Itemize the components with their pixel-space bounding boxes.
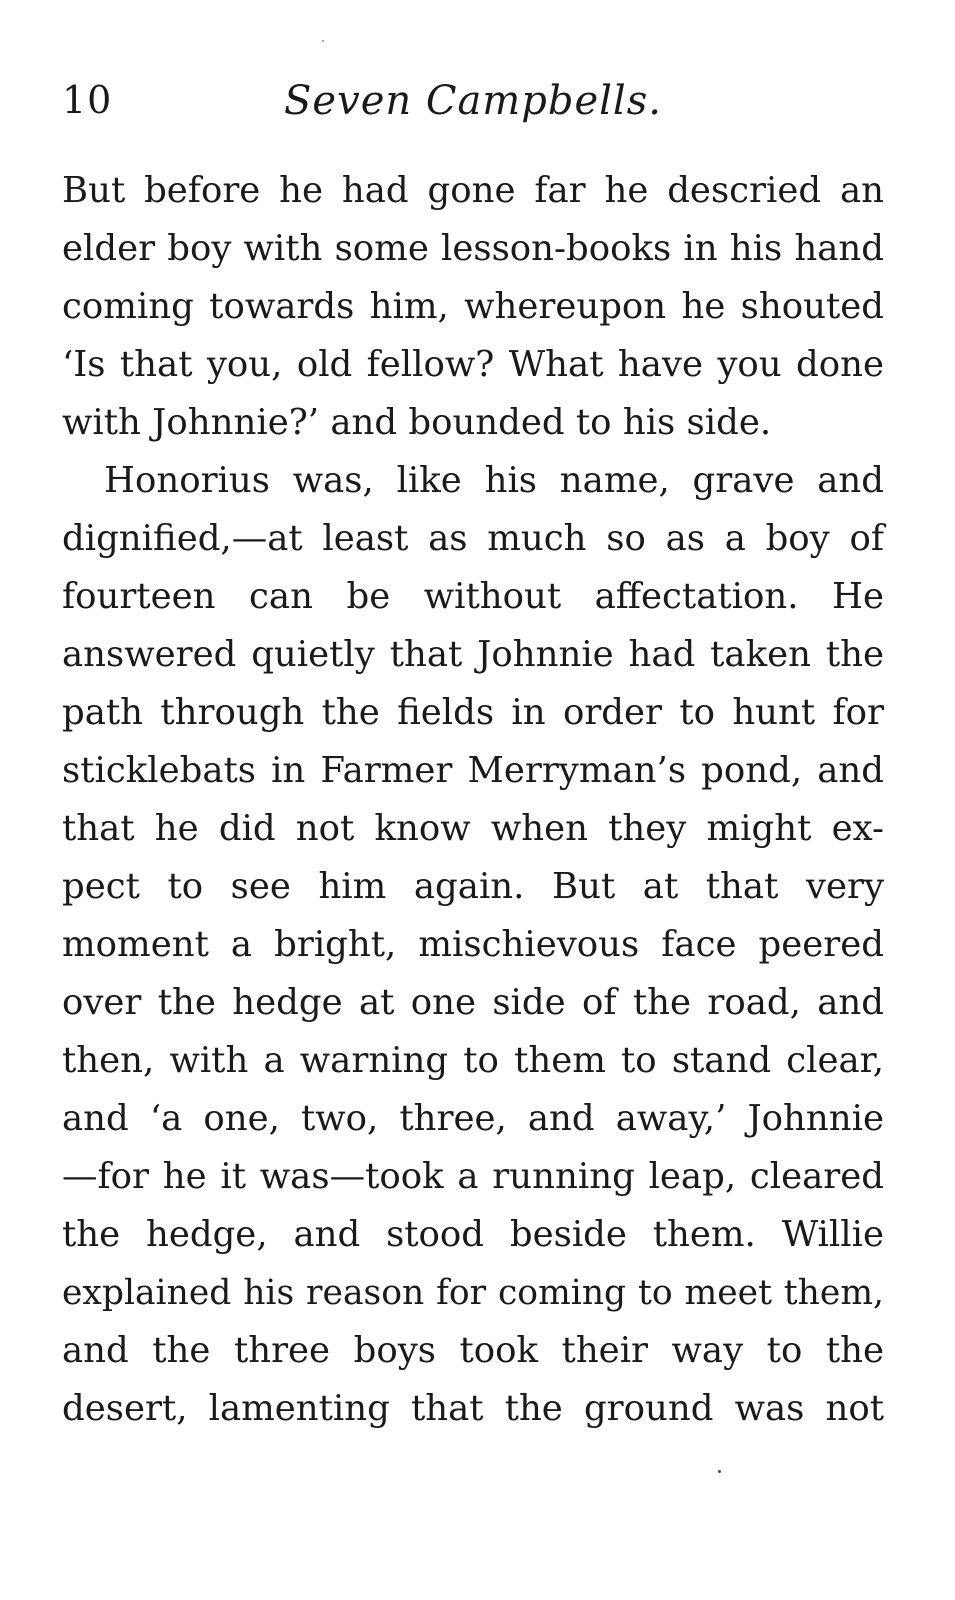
paper-speck [322, 40, 324, 42]
text-line: coming towards him, whereupon he shouted [62, 286, 884, 327]
page-number: 10 [62, 78, 113, 122]
text-line: explained his reason for coming to meet them, [62, 1273, 884, 1313]
text-line: and the three boys took their way to the [62, 1330, 884, 1371]
text-line: moment a bright, mischievous face peered [62, 924, 884, 965]
text-line: and ‘a one, two, three, and away,’ Johnnie [62, 1098, 884, 1139]
text-line: the hedge, and stood beside them. Willie [62, 1214, 884, 1255]
text-line: Honorius was, like his name, grave and [104, 460, 884, 501]
text-line: answered quietly that Johnnie had taken the [62, 634, 884, 675]
text-line: —for he it was—took a running leap, cleared [62, 1156, 884, 1197]
text-line: that he did not know when they might ex- [62, 808, 884, 849]
text-line: with Johnnie?’ and bounded to his side. [62, 402, 772, 443]
text-line: elder boy with some lesson-books in his hand [62, 228, 884, 269]
text-line: ‘Is that you, old fellow? What have you done [62, 344, 884, 385]
paper-speck [718, 1470, 721, 1473]
body-text [62, 162, 884, 1438]
page-header [62, 78, 884, 138]
text-line: But before he had gone far he descried an [62, 170, 884, 211]
text-line: dignified,—at least as much so as a boy of [62, 518, 884, 559]
text-line: path through the fields in order to hunt for [62, 692, 884, 733]
text-line: fourteen can be without affectation. He [62, 576, 884, 617]
text-line: desert, lamenting that the ground was not [62, 1388, 884, 1429]
text-line: sticklebats in Farmer Merryman’s pond, and [62, 750, 884, 791]
text-line: pect to see him again. But at that very [62, 866, 884, 907]
text-line: over the hedge at one side of the road, and [62, 982, 884, 1023]
text-line: then, with a warning to them to stand clear, [62, 1040, 884, 1081]
running-title: Seven Campbells. [284, 78, 662, 124]
